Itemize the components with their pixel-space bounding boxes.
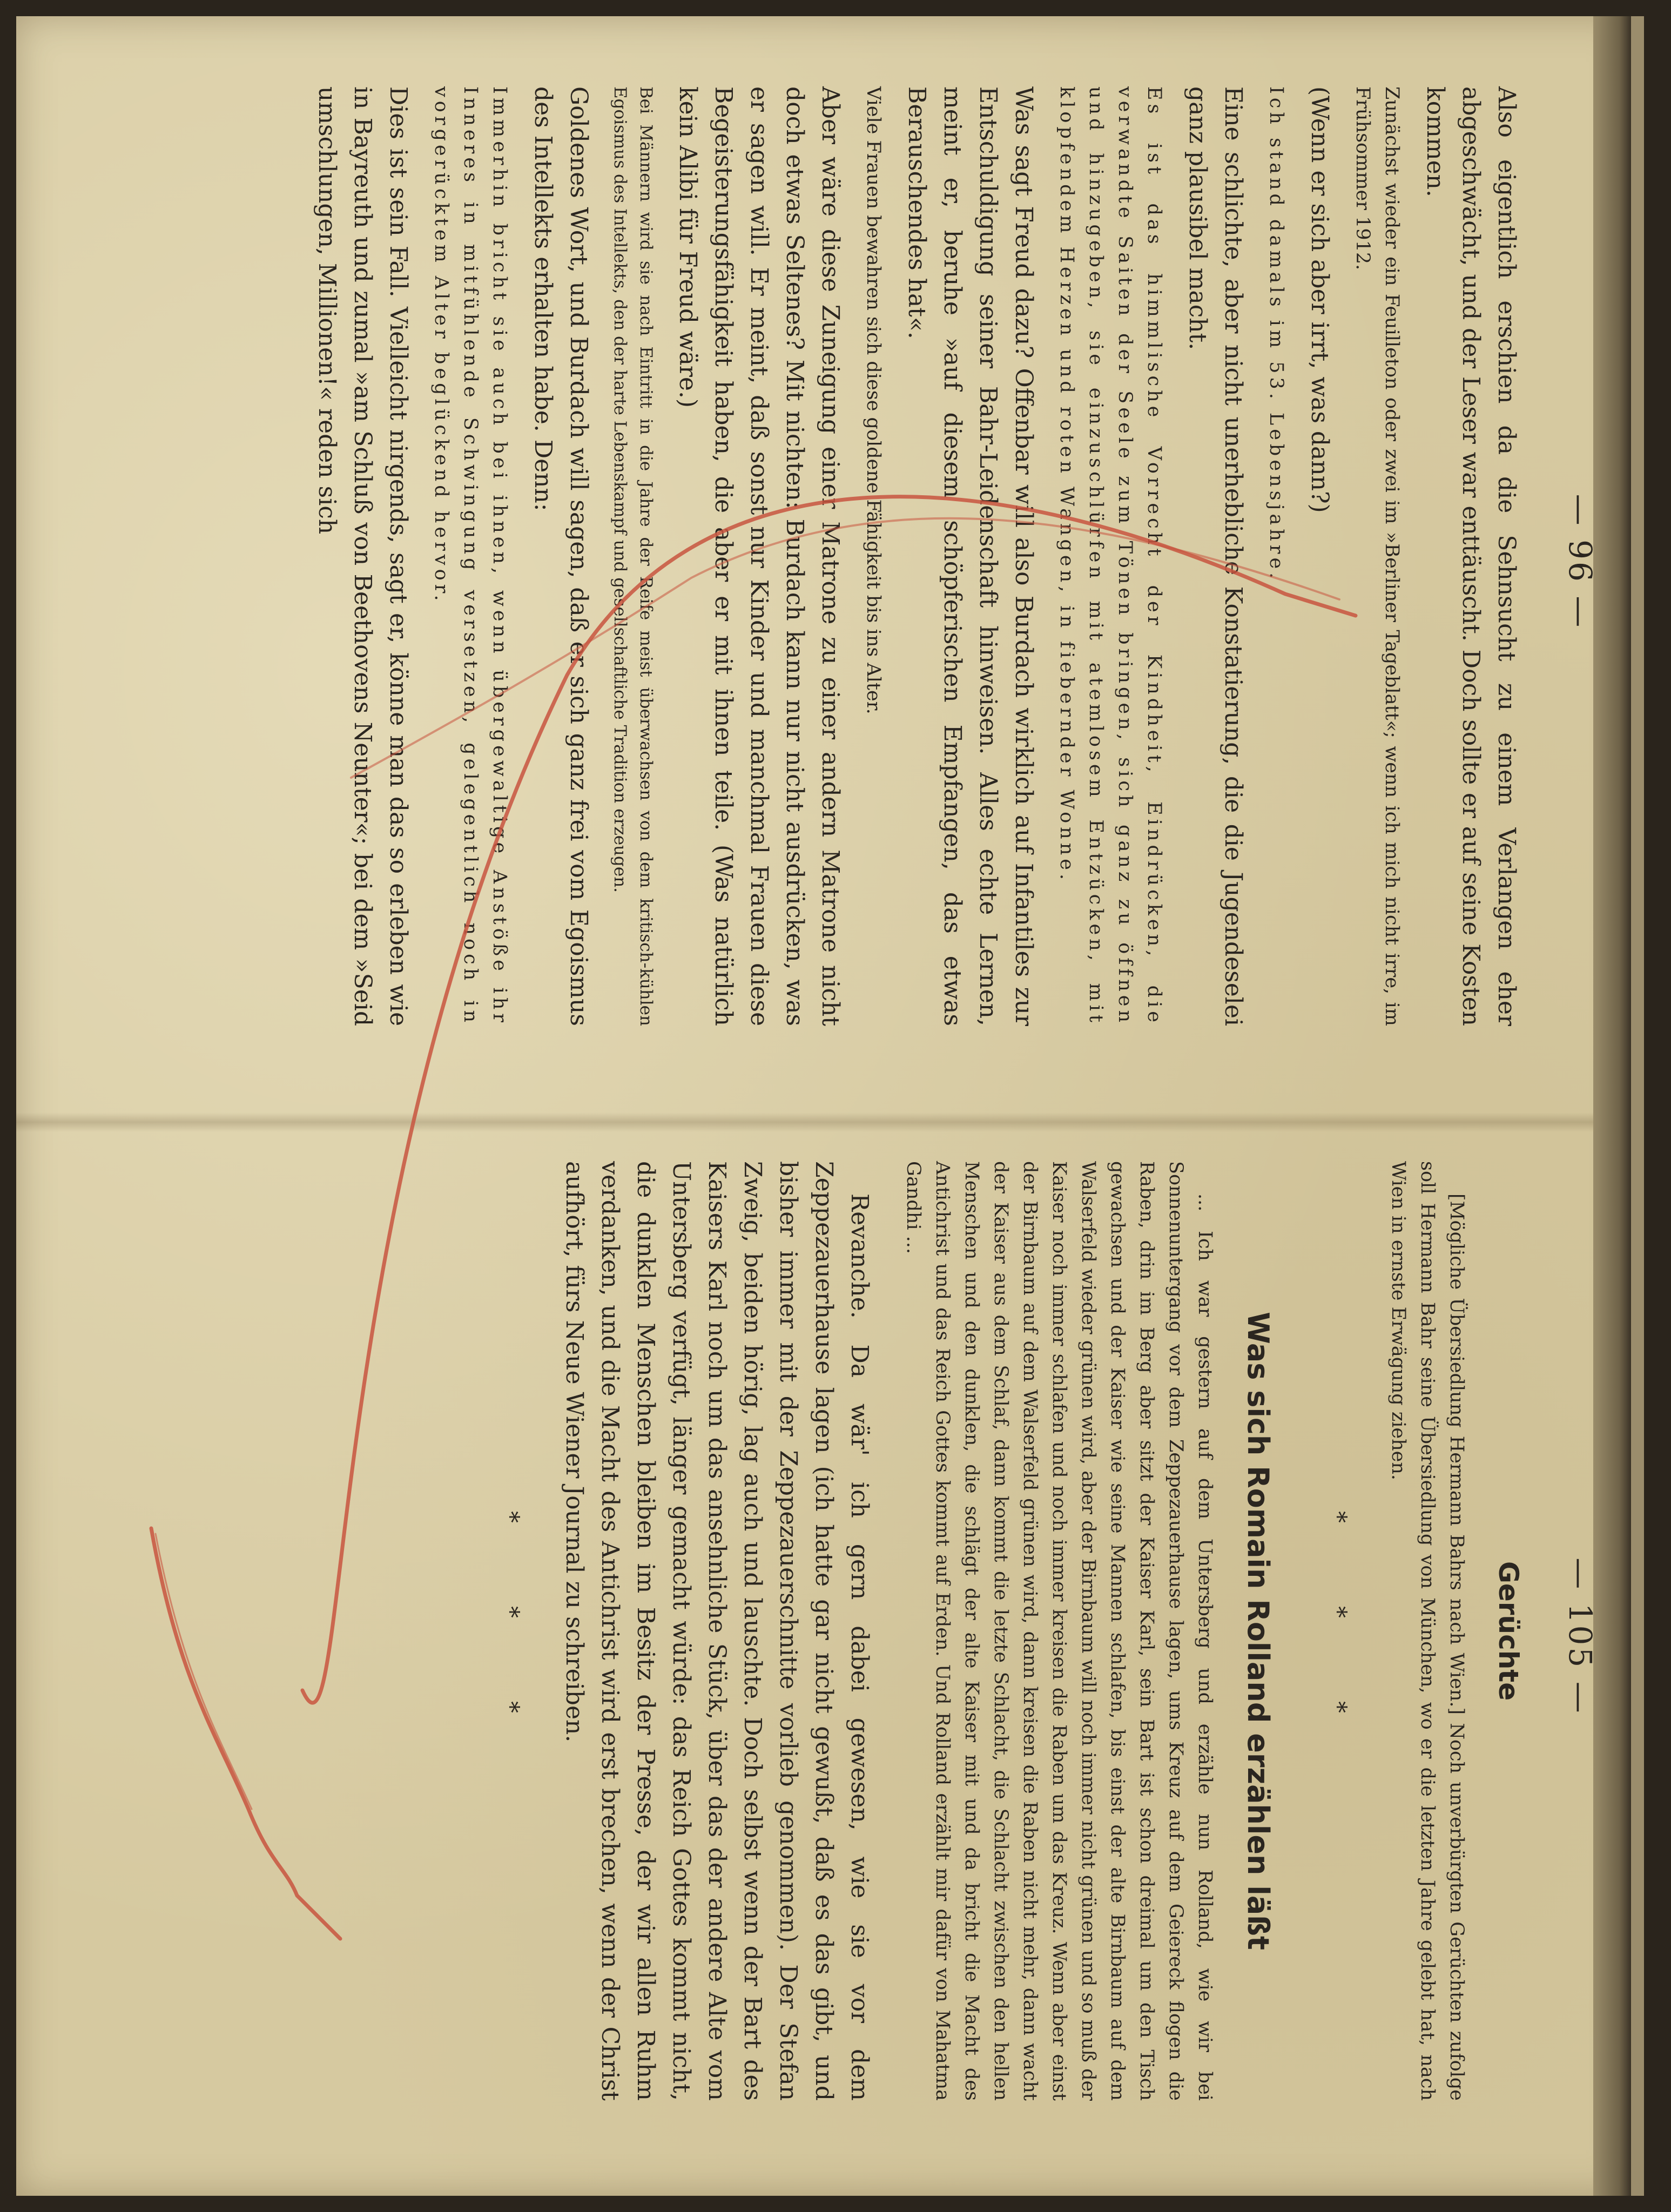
paragraph: Immerhin bricht sie auch bei ihnen, wenn übergewaltige Anstöße ihr Inneres in mitfühlende Schwingung versetzen, gelegentlich noch in vorgerücktem Alter beglückend hervor. xyxy=(430,86,510,1026)
paragraph: Revanche. Da wär' ich gern dabei gewesen, wie sie vor dem Zeppezauerhause lagen (ich hatte gar nicht gewußt, daß es das gibt, und bisher immer mit der Zeppezauerschnitte vorlieb genommen). Der Stefan Zweig, beiden hörig, lag auch und lauschte. Doch selbst wenn der Bart des Kaisers Karl noch um das ansehnliche Stück, über das der andere Alte vom Untersberg verfügt, länger gemacht würde: das Reich Gottes kommt nicht, die dunklen Menschen bleiben im Besitz der Presse, der wir allen Ruhm verdanken, und die Macht des Antichrist wird erst brechen, wenn der Christ aufhört, fürs Neue Wiener Journal zu schreiben. xyxy=(561,1161,873,2101)
rotated-spread xyxy=(108,49,1615,2176)
paragraph: Es ist das himmlische Vorrecht der Kindheit, Eindrücken, die verwandte Saiten der Seele zum Tönen bringen, sich ganz zu öffnen und hinzugeben, sie einzuschlürfen mit atemlosem Entzücken, mit klopfendem Herzen und roten Wangen, in fiebernder Wonne. xyxy=(1056,86,1165,1026)
page-96 xyxy=(108,65,1615,1058)
paragraph: (Wenn er sich aber irrt, was dann?) xyxy=(1306,86,1333,513)
paragraph: Was sagt Freud dazu? Offenbar will also Burdach wirklich auf Infantiles zur Entschuldigung seiner Bahr-Leidenschaft hinweisen. Alles echte Lernen, meint er, beruhe »auf diesem schöpferischen Empfangen, das etwas Berauschendes hat«. xyxy=(903,86,1037,1026)
paragraph: Goldenes Wort, und Burdach will sagen, daß er sich ganz frei vom Egoismus des Intellekts erhalten habe. Denn: xyxy=(529,86,592,1026)
paragraph: Dies ist sein Fall. Vielleicht nirgends, sagt er, könne man das so erleben wie in Bayreuth und zumal »am Schluß von Beethovens Neunter«; bei dem »Seid umschlungen, Millionen!« reden sich xyxy=(313,86,412,1026)
page-96-body xyxy=(309,65,1524,1058)
paragraph: Ich stand damals im 53. Lebensjahre. xyxy=(1265,86,1287,583)
scanned-spread xyxy=(16,16,1644,2196)
page-105 xyxy=(108,1139,1615,2133)
page-number: — 96 — xyxy=(1562,494,1599,630)
section-title-rolland: Was sich Romain Rolland erzählen läßt xyxy=(1241,1312,1275,1950)
paragraph: Eine schlichte, aber nicht unerhebliche Konstatierung, die die Jugendeselei ganz plausibel macht. xyxy=(1184,86,1247,1026)
section-title-geruechte: Gerüchte xyxy=(1493,1561,1524,1701)
paragraph: [Mögliche Übersiedlung Hermann Bahrs nach Wien.] Noch unverbürgten Gerüchten zufolge soll Hermann Bahr seine Übersiedlung von München, wo er die letzten Jahre gelebt hat, nach Wien in ernste Erwägung ziehen. xyxy=(1387,1161,1467,2101)
page-number: — 105 — xyxy=(1562,1557,1599,1715)
paragraph: Also eigentlich erschien da die Sehnsucht zu einem Verlangen eher abgeschwächt, und der Leser war enttäuscht. Doch sollte er auf seine Kosten kommen. xyxy=(1421,86,1520,1026)
section-divider-stars: * * * xyxy=(1324,1511,1351,1751)
section-divider-stars: * * * xyxy=(496,1511,524,1751)
paragraph: Bei Männern wird sie nach Eintritt in die Jahre der Reife meist überwachsen von dem kritisch-kühlen Egoismus des Intellekts, den der harte Lebenskampf und gesellschaftliche Tradition erzeugen. xyxy=(610,86,656,1026)
page-105-body xyxy=(496,1139,1524,2133)
paragraph: ... Ich war gestern auf dem Untersberg und erzähle nun Rolland, wie wir bei Sonnenuntergang vor dem Zeppezauerhause lagen, ums Kreuz auf dem Geiereck flogen die Raben, drin im Berg aber sitzt der Kaiser Karl, sein Bart ist schon dreimal um den Tisch gewachsen und der Kaiser wie seine Mannen schlafen, bis einst der alte Birnbaum auf dem Walserfeld wieder grünen wird, aber der Birnbaum will noch immer nicht grünen und so muß der Kaiser noch immer schlafen und noch immer kreisen die Raben um das Kreuz. Wenn aber einst der Birnbaum auf dem Walserfeld grünen wird, dann kreisen die Raben nicht mehr, dann wacht der Kaiser aus dem Schlaf, dann kommt die letzte Schlacht, die Schlacht zwischen den hellen Menschen und den dunklen, die schlägt der alte Kaiser mit und da bricht die Macht des Antichrist und das Reich Gottes kommt auf Erden. Und Rolland erzählt mir dafür von Mahatma Gandhi ... xyxy=(902,1161,1216,2101)
paragraph: Viele Frauen bewahren sich diese goldene Fähigkeit bis ins Alter. xyxy=(863,86,884,714)
paragraph: Zunächst wieder ein Feuilleton oder zwei im »Berliner Tageblatt«; wenn ich mich nicht irre, im Frühsommer 1912. xyxy=(1352,86,1403,1026)
paragraph: Aber wäre diese Zuneigung einer Matrone zu einer andern Matrone nicht doch etwas Seltenes? Mit nichten: Burdach kann nur nicht ausdrücken, was er sagen will. Er meint, daß sonst nur Kinder und manchmal Frauen diese Begeisterungsfähigkeit haben, die aber er mit ihnen teile. (Was natürlich kein Alibi für Freud wäre.) xyxy=(674,86,844,1026)
